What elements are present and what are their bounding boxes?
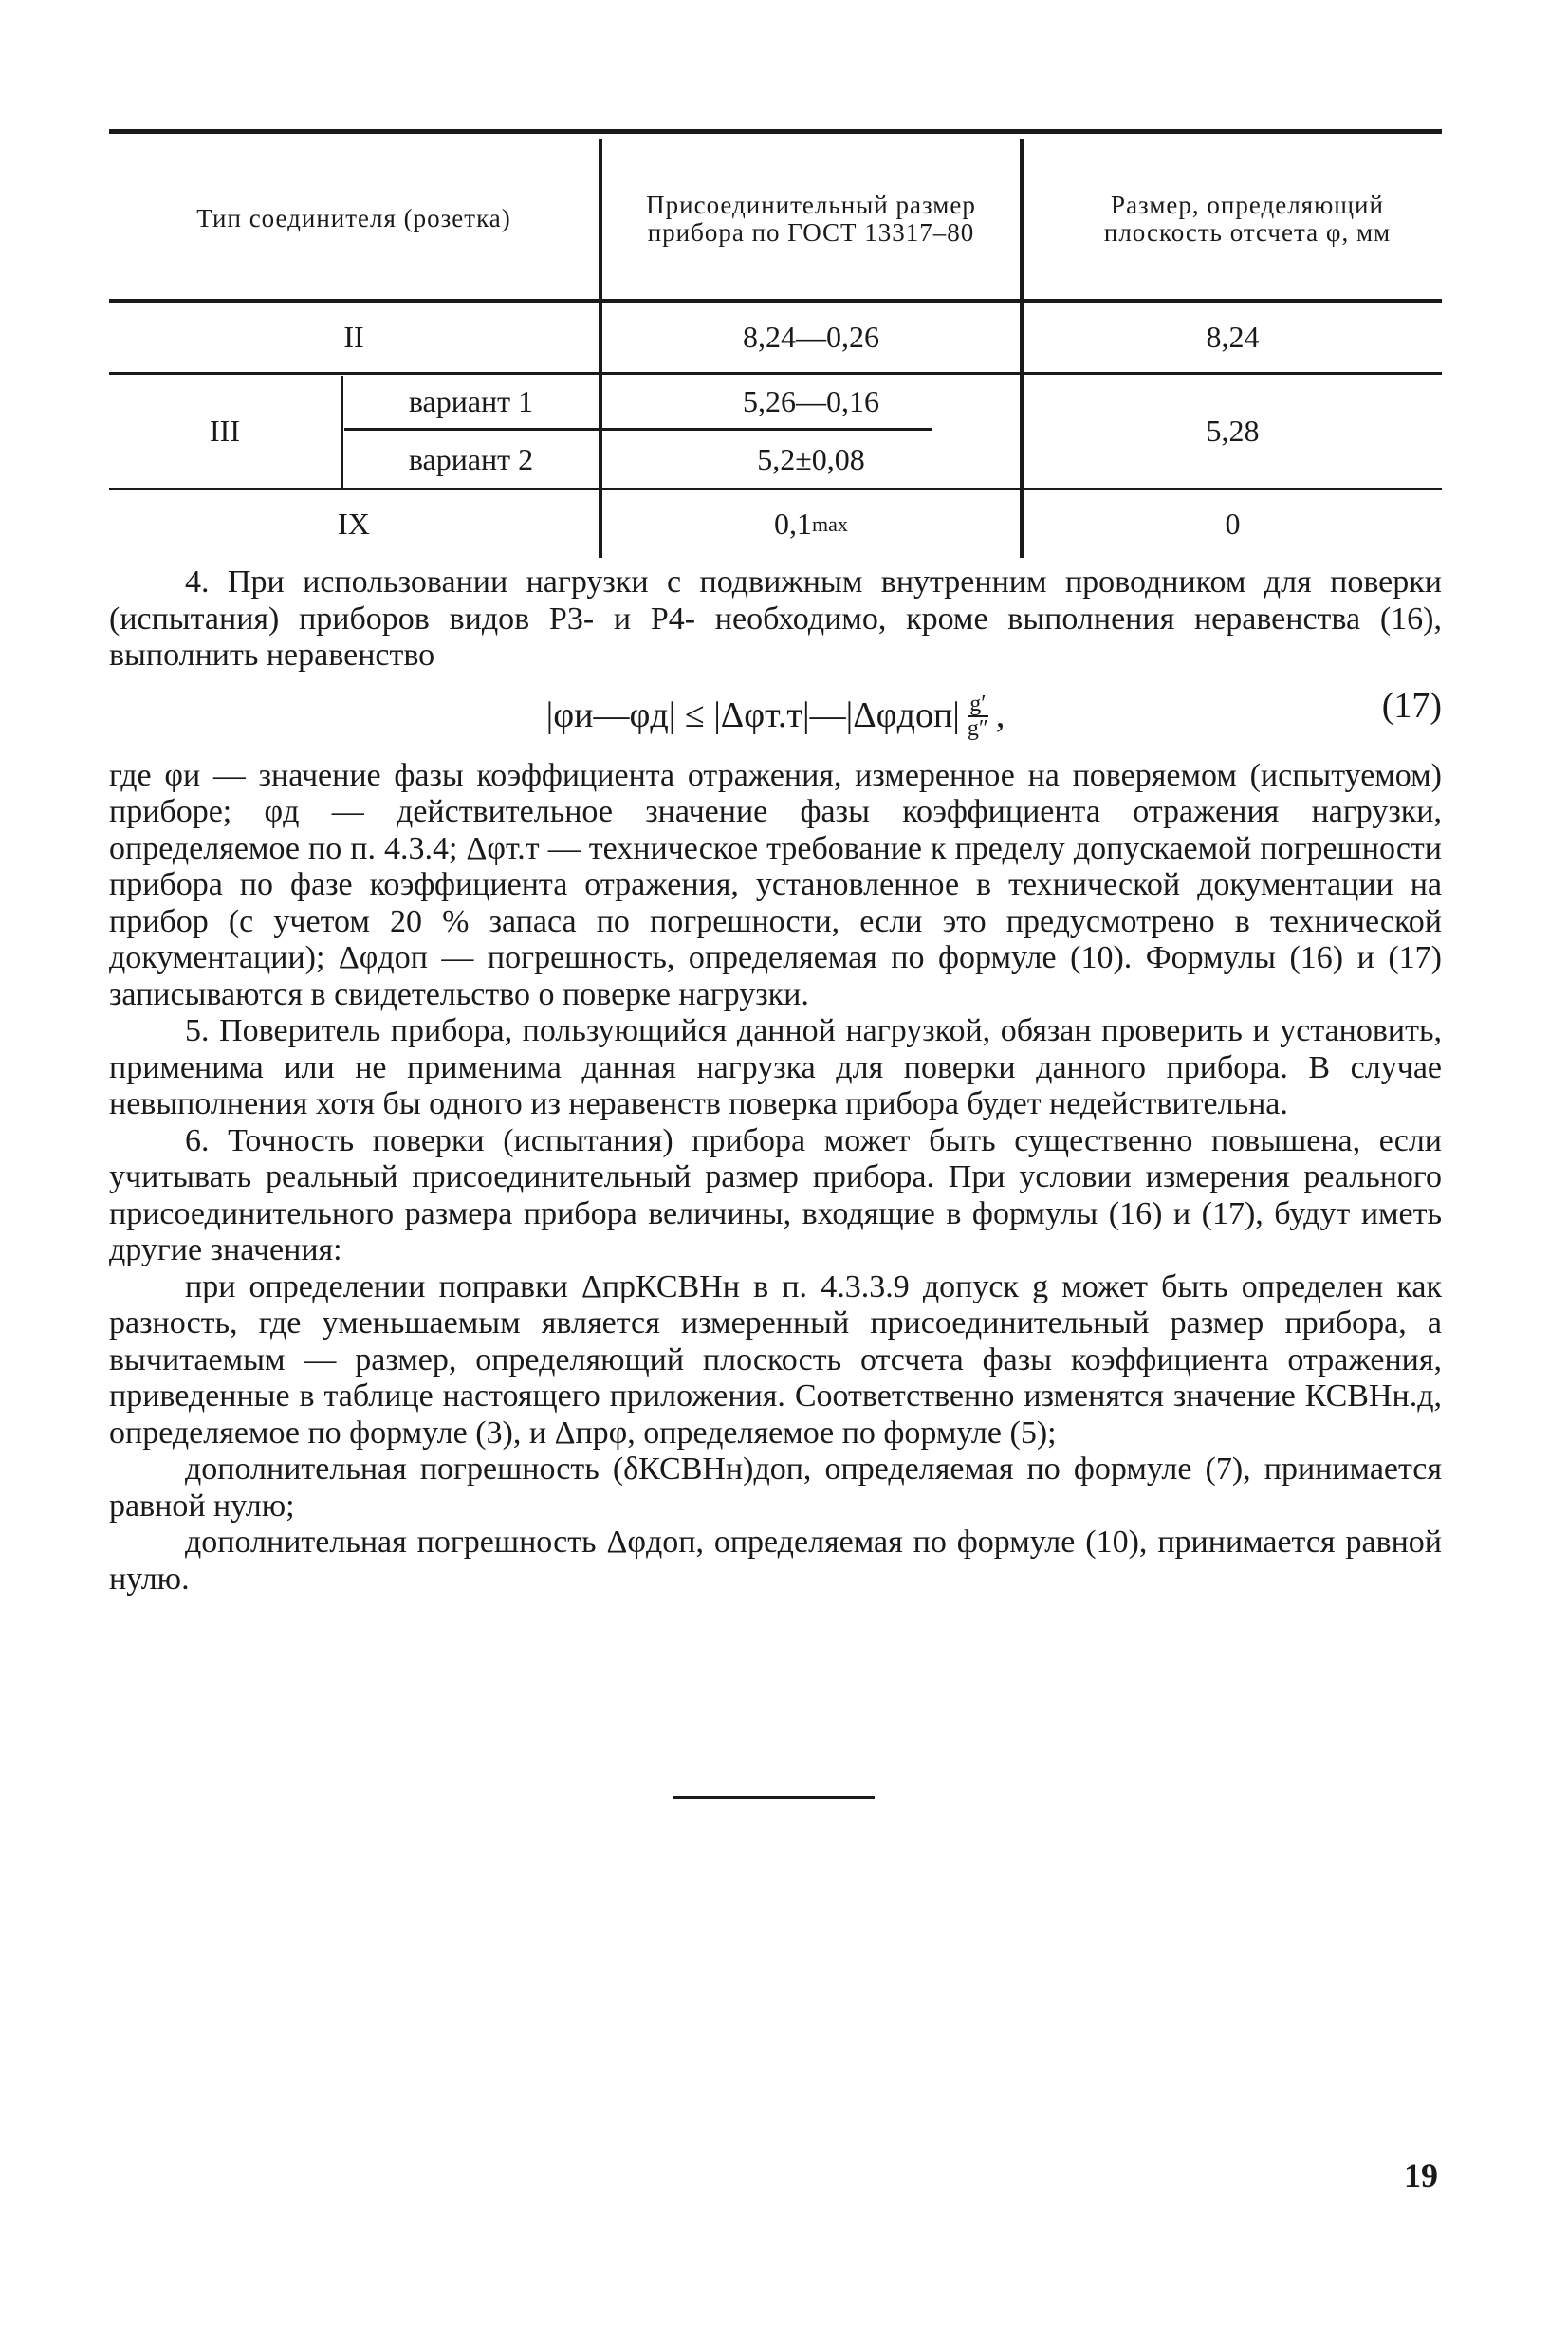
paragraph-6c: дополнительная погрешность Δφдоп, определяемая по формуле (10), принимается равной нулю. — [109, 1525, 1442, 1597]
cell-subscript: max — [812, 511, 848, 536]
formula-lhs: |φи—φд| ≤ |Δφт.т|—|Δφдоп| — [545, 695, 960, 736]
row-iii-ref — [1024, 375, 1442, 488]
header-text: Размер, определяющий плоскость отсчета φ, мм — [1103, 191, 1392, 247]
row-iii-size-2 — [602, 431, 1020, 488]
paragraph-6: 6. Точность поверки (испытания) прибора может быть существенно повышена, если учитывать реальный присоединительный размер прибора. При условии измерения реального присоединительного размера прибора величины, входящие в формулы (16) и (17), будут иметь другие значения: — [109, 1122, 1442, 1267]
cell-text: II — [343, 320, 364, 354]
cell-text: 5,28 — [1206, 414, 1260, 448]
table-top-rule — [109, 129, 1442, 134]
formula-number: (17) — [1381, 685, 1442, 726]
connector-table — [109, 129, 1442, 558]
cell-text: 5,2±0,08 — [757, 441, 865, 476]
paragraph-5: 5. Поверитель прибора, пользующийся данной нагрузкой, обязан проверить и установить, применима или не применима данная нагрузка для поверки данного прибора. В случае невыполнения хотя бы одного из неравенств поверка прибора будет недействительна. — [109, 1013, 1442, 1121]
cell-text: 8,24—0,26 — [743, 320, 879, 354]
row-iii-variant-1 — [343, 375, 599, 428]
paragraph-6b: дополнительная погрешность (δКСВНн)доп, определяемая по формуле (7), принимается равной нулю; — [109, 1451, 1442, 1524]
cell-text: 0 — [1225, 507, 1241, 541]
fraction-denominator: g″ — [967, 715, 988, 741]
row-iii-size-1 — [602, 375, 1020, 428]
cell-text: III — [210, 414, 240, 448]
header-reference-size — [1058, 139, 1437, 299]
paragraph-4: 4. При использовании нагрузки с подвижным внутренним проводником для поверки (испытания) приборов видов Р3- и Р4- необходимо, кроме выполнения неравенства (16), выполнить неравенство — [109, 564, 1442, 673]
row-ix-ref — [1024, 490, 1442, 558]
row-ii-type — [109, 303, 599, 372]
row-ii-size — [602, 303, 1020, 372]
row-ix-size — [602, 490, 1020, 558]
body-text — [109, 564, 1442, 1598]
cell-text: 0,1 — [774, 507, 813, 541]
formula-tail: , — [995, 695, 1005, 736]
formula-fraction — [968, 693, 988, 740]
cell-text: 8,24 — [1206, 320, 1260, 354]
header-connecting-size — [640, 139, 982, 299]
page-number: 19 — [1404, 2156, 1438, 2194]
header-connector-type — [109, 139, 599, 299]
paragraph-where: где φи — значение фазы коэффициента отражения, измеренное на поверяемом (испытуемом) приборе; φд — действительное значение фазы коэффициента отражения нагрузки, определяемое по п. 4.3.4; Δφт.т — техническое требование к пределу допускаемой погрешности прибора по фазе коэффициента отражения, установленное в технической документации на прибор (с учетом 20 % запаса по погрешности, если это предусмотрено в технической документации); Δφдоп — погрешность, определяемая по формуле (10). Формулы (16) и (17) записываются в свидетельство о поверке нагрузки. — [109, 757, 1442, 1012]
section-separator — [673, 1796, 875, 1799]
header-text: Присоединительный размер прибора по ГОСТ 13317–80 — [646, 191, 976, 247]
cell-text: IX — [338, 507, 370, 541]
row-ii-ref — [1024, 303, 1442, 372]
cell-text: вариант 1 — [408, 383, 534, 418]
fraction-numerator: g′ — [969, 691, 987, 716]
formula-17 — [109, 675, 1442, 758]
row-iii-variant-2 — [343, 431, 599, 488]
formula-expression — [546, 693, 1005, 740]
row-iii-type — [109, 375, 341, 488]
header-text: Тип соединителя (розетка) — [196, 204, 511, 233]
cell-text: 5,26—0,16 — [743, 383, 879, 418]
paragraph-6a: при определении поправки ΔпрКСВНн в п. 4.3.3.9 допуск g может быть определен как разность, где уменьшаемым является измеренный присоединительный размер прибора, а вычитаемым — размер, определяющий плоскость отсчета фазы коэффициента отражения, приведенные в таблице настоящего приложения. Соответственно изменятся значение КСВНн.д, определяемое по формуле (3), и Δпрφ, определяемое по формуле (5); — [109, 1268, 1442, 1451]
cell-text: вариант 2 — [408, 441, 534, 476]
row-ix-type — [109, 490, 599, 558]
